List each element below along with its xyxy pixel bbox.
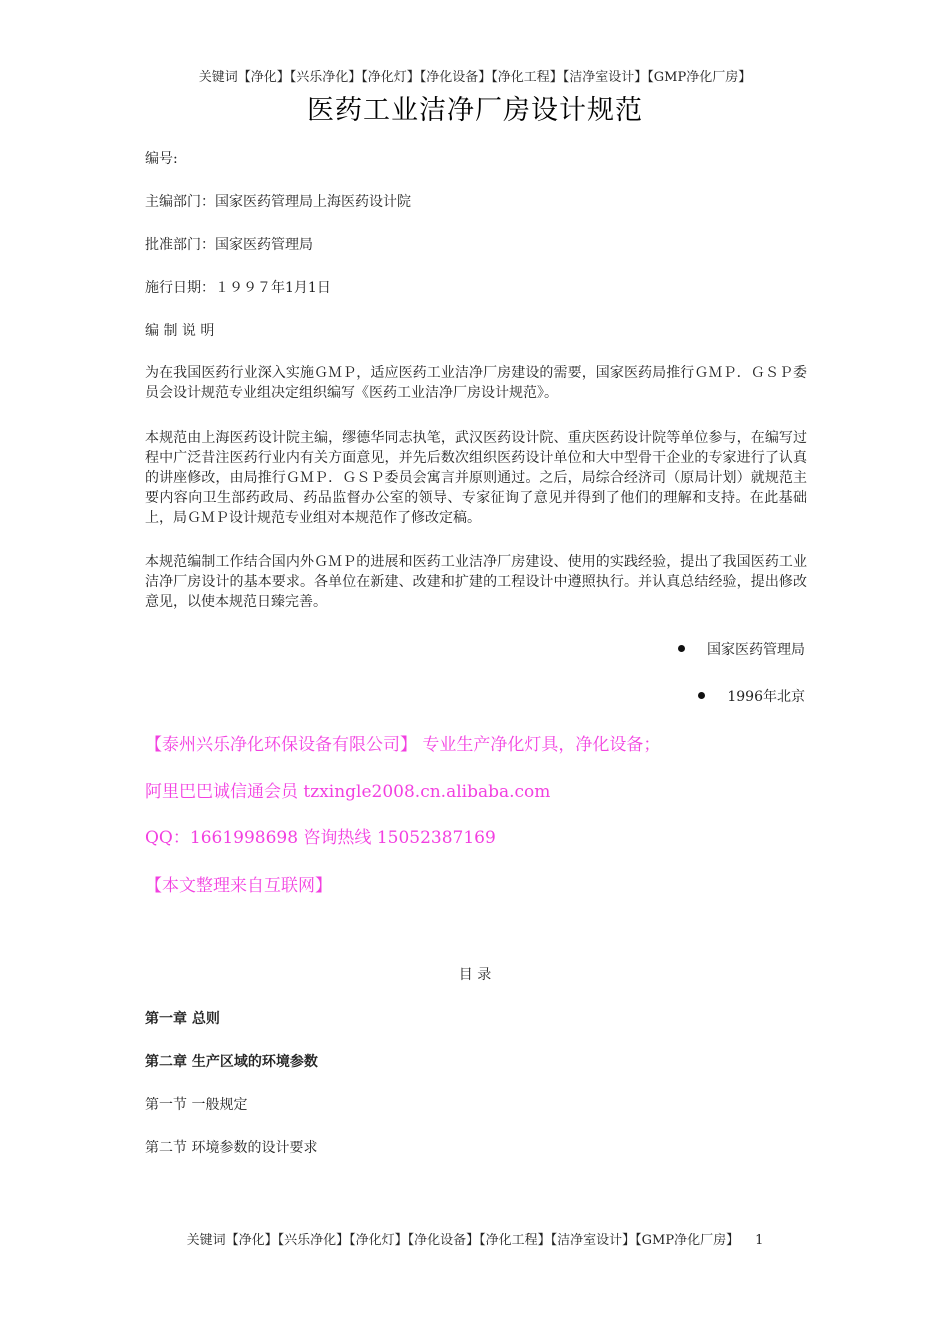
promo-company-line: 【泰州兴乐净化环保设备有限公司】 专业生产净化灯具，净化设备； — [145, 735, 661, 755]
signature-org: 国家医药管理局 — [707, 642, 805, 658]
toc-item-chapter-1: 第一章 总则 — [145, 1011, 220, 1027]
document-number-label: 编号: — [145, 151, 178, 167]
signature-org-line — [678, 639, 805, 659]
bullet-icon — [678, 645, 685, 652]
effective-date: 施行日期：１９９７年1月1日 — [145, 280, 331, 296]
toc-item-section-2: 第二节 环境参数的设计要求 — [145, 1140, 318, 1156]
paragraph-1: 为在我国医药行业深入实施ＧＭＰ，适应医药工业洁净厂房建设的需要，国家医药局推行ＧＭＰ．ＧＳＰ委员会设计规范专业组决定组织编写《医药工业洁净厂房设计规范》。 — [145, 365, 807, 401]
header-keywords: 关键词【净化】【兴乐净化】【净化灯】【净化设备】【净化工程】【洁净室设计】【GMP净化厂房】 — [198, 70, 752, 85]
footer — [0, 1229, 950, 1248]
promo-alibaba-line: 阿里巴巴诚信通会员 tzxingle2008.cn.alibaba.com — [145, 782, 551, 802]
signature-date: 1996年北京 — [727, 689, 805, 705]
promo-source-line: 【本文整理来自互联网】 — [145, 876, 332, 896]
footer-keywords: 关键词【净化】【兴乐净化】【净化灯】【净化设备】【净化工程】【洁净室设计】【GMP净化厂房】 — [186, 1233, 740, 1248]
toc-item-section-1: 第一节 一般规定 — [145, 1097, 248, 1113]
toc-title: 目 录 — [458, 967, 492, 983]
toc-item-chapter-2: 第二章 生产区域的环境参数 — [145, 1054, 318, 1070]
approval-department: 批准部门：国家医药管理局 — [145, 237, 313, 253]
section-heading: 编 制 说 明 — [145, 323, 215, 339]
signature-date-line — [698, 686, 805, 706]
promo-contact-line: QQ：1661998698 咨询热线 15052387169 — [145, 828, 496, 848]
editor-department: 主编部门：国家医药管理局上海医药设计院 — [145, 194, 411, 210]
document-title: 医药工业洁净厂房设计规范 — [307, 95, 643, 126]
bullet-icon — [698, 692, 705, 699]
paragraph-3: 本规范编制工作结合国内外ＧＭＰ的进展和医药工业洁净厂房建设、使用的实践经验，提出了我国医药工业洁净厂房设计的基本要求。各单位在新建、改建和扩建的工程设计中遵照执行。并认真总结经验，提出修改意见，以使本规范日臻完善。 — [145, 554, 807, 610]
page-number: 1 — [755, 1233, 764, 1248]
paragraph-2: 本规范由上海医药设计院主编，缪德华同志执笔，武汉医药设计院、重庆医药设计院等单位参与，在编写过程中广泛昔注医药行业内有关方面意见，并先后数次组织医药设计单位和大中型骨干企业的专家进行了认真的讲座修改，由局推行ＧＭＰ．ＧＳＰ委员会寓言并原则通过。之后，局综合经济司（原局计划）就规范主要内容向卫生部药政局、药品监督办公室的领导、专家征询了意见并得到了他们的理解和支持。在此基础上，局ＧＭＰ设计规范专业组对本规范作了修改定稿。 — [145, 430, 807, 526]
